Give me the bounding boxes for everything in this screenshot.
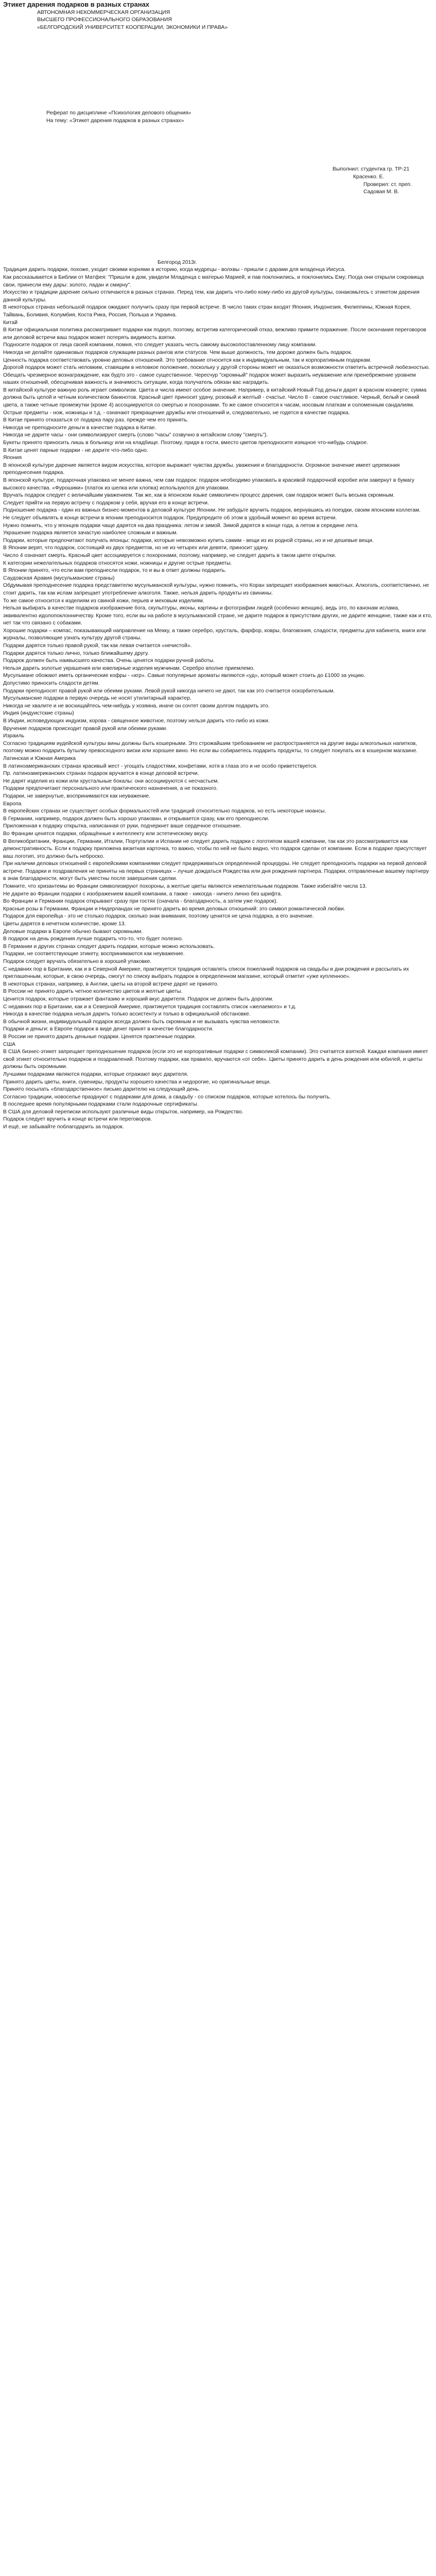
body-paragraph: Число 4 означает смерть. Красный цвет ассоциируется с похоронами, поэтому, например, не следует дарить в таком цвете открытки. (3, 552, 337, 558)
org-line: «БЕЛГОРОДСКИЙ УНИВЕРСИТЕТ КООПЕРАЦИИ, ЭКОНОМИКИ И ПРАВА» (37, 24, 228, 30)
body-paragraph: В китайской культуре важную роль играет символизм. Цвета и числа имеют особое значение. Например, в китайский Новый Год деньги дарят в красном конверте; сумма должна быть целой и четным количеством банкнотов. Красный цвет приносит удачу, розовый и желтый - счастье. Число 8 - самое счастливое. Черный, белый и синий цвета, а также четные промежутки (кроме 4) ассоциируются со смертью и похоронами. То же самое относится к часам, носовым платкам и соломенным сандалиям. Острые предметы - нож, ножницы и т.д. - означают прекращение дружбы или отношений и, следовательно, не годятся в качестве подарка. (3, 387, 427, 416)
body-paragraph: В США для деловой переписки используют различные виды открыток, например, на Рождество. (3, 1109, 243, 1115)
document-title: Этикет дарения подарков в разных странах (3, 1, 150, 8)
student-name: Красенко. Е. (353, 174, 385, 180)
body-paragraph: Подарки преподносят правой рукой или обеими руками. Левой рукой никогда ничего не дают, так как это считается оскорбительным. (3, 688, 335, 694)
checked-by: Проверил: ст. преп. Садовая М. В. (363, 181, 412, 195)
body-paragraph: Подарок должен быть наивысшего качества. Очень ценятся подарки ручной работы. (3, 658, 215, 664)
body-paragraph: В некоторых странах, например, в Англии, цветы на второй встрече дарят не принято. (3, 981, 219, 987)
body-paragraph: В обычной жизни, индивидуальный подарок всегда должен быть скромным и не вызывать чувства неловкости. (3, 1019, 281, 1025)
body-paragraph: В последнее время популярными подарками стали подарочные сертификаты. (3, 1101, 199, 1108)
body-paragraph: Традиция дарить подарки, похоже, уходит своими корнями в историю, когда мудрецы - волхвы - пришли с дарами для младенца Иисуса. (3, 267, 346, 273)
body-paragraph: И ещё, не забывайте поблагодарить за подарок. (3, 1124, 124, 1130)
body-paragraph: В латиноамериканских странах красивый жест - угощать сладостями, конфетами, хотя в глаза это и не особо приветствуется. (3, 763, 318, 769)
section-heading: Япония (3, 455, 22, 461)
body-paragraph: Подарки предпочитают персонального или практического назначения, а не показного. (3, 786, 218, 792)
document-page (0, 0, 436, 1137)
body-paragraph: Вручать подарок следует с величайшим уважением. Так же, как в японском языке символичен процесс дарения, сам подарок может быть весьма скромным. (3, 493, 395, 499)
body-paragraph: Подарки, не завернутые, воспринимаются как неуважение. (3, 793, 151, 799)
body-paragraph: Лучшими подарками являются подарки, которые отражают вкус дарителя. (3, 1071, 188, 1077)
body-paragraph: Подарки, не соответствующие этикету, воспринимаются как неуважение. (3, 951, 185, 957)
body-paragraph: В Японии верят, что подарок, состоящий из двух предметов, но не из четырех или девяти, приносит удачу. (3, 545, 269, 551)
body-paragraph: Никогда не хвалите и не восхищайтесь чем-нибудь у хозяина, иначе он сочтет своим долгом подарить это. (3, 703, 270, 709)
document-body (3, 266, 433, 1131)
body-paragraph: Подношение подарка - один из важных бизнес-моментов в деловой культуре Японии. Не забудьте вручить подарок, вернувшись из поездки, своим японским коллегам. (3, 507, 421, 514)
report-topic: На тему: «Этикет дарения подарков в разных странах» (46, 117, 184, 124)
body-paragraph: Пр. латиноамериканских странах подарок вручается в конце деловой встречи. (3, 771, 199, 777)
body-paragraph: Мусульмане обожают иметь органические кофры - «кгр». Самые популярные ароматы являются «уд», который может стоить до £1000 за унцию. (3, 673, 365, 679)
body-paragraph: Вручение подарков происходит правой рукой или обеими руками. (3, 725, 168, 732)
body-paragraph: Искусство и традиции дарение сильно отличаются в разных странах. Перед тем, как дарить что-либо кому-либо из другой культуры, ознакомьтесь с этикетом дарения данной культуры. (3, 290, 420, 303)
body-paragraph: Подарки дарятся только правой рукой, так как левая считается «нечистой». (3, 643, 192, 649)
body-paragraph: В японской культуре, подарочная упаковка не менее важна, чем сам подарок: подарок необходимо упаковать в красивой подарочной коробке или завернут в бумагу высокого качества. «Фурошики» (платок из шелка или хлопка) используются для упаковки. (3, 478, 415, 491)
body-paragraph: Ценность подарка соответствовать уровню деловых отношений. Это требование относится как к индивидуальным, так и корпоративным подаркам. (3, 357, 372, 363)
body-paragraph: Нельзя выбирать в качестве подарков изображение бога, скульптуры, иконы, картины и фотографии людей (особенно женщин), ведь это, по канонам ислама, эквивалентно идолопоклонничеству. Кроме того, если вы на работе в мусульманской стране, не дарите подарок в присутствии других, не дарите женщине, также как и кто, нет так что связано с собаками. (3, 605, 432, 626)
body-paragraph: Подарок следует вручать обязательно в хорошей упаковке. (3, 959, 152, 964)
body-paragraph: Согласно традиции, новоселье празднуют с подарками для дома, а свадьбу - со списком подарков, которые хотелось бы получить. (3, 1094, 331, 1100)
body-paragraph: Согласно традициям иудейской культуры вины должны быть кошерными. Это строжайшим требованием не распространяется на другие виды алкогольных напитков, поэтому можно подарить бутылку превосходного виски или хорошее вино. Но если вы собираетесь подарить продукты, то следует покупать их в кошерном магазине. (3, 740, 418, 754)
body-paragraph: Никогда не преподносите деньги в качестве подарка в Китае. (3, 425, 156, 431)
body-paragraph: Не дарят изделия из кожи или хрустальные бокалы: они ассоциируются с несчастьем. (3, 778, 219, 784)
body-paragraph: В европейских странах не существует особых формальностей или традиций относительно подарков, но есть некоторые нюансы. (3, 808, 326, 815)
body-paragraph: Подарки дарятся только лично, только ближайшему другу. (3, 650, 149, 656)
body-paragraph: В США бизнес-этикет запрещает преподношение подарков (если это не корпоративные подарки с символикой компании). Это считается взяткой. Каждая компания имеет свой этикет относительно подарков и поздравлений. Поэтому подарки, как правило, вручаются «от себя». Цветы принято дарить в день рождения или юбилей, и цветы должны быть скромными. (3, 1049, 428, 1070)
section-heading: США (3, 1041, 15, 1047)
body-paragraph: Принято дарить цветы, книги, сувениры, продукты хорошего качества и недорогие, но оригинальные вещи. (3, 1079, 271, 1085)
body-paragraph: В Китае ценят парные подарки - не дарите что-либо одно. (3, 447, 148, 453)
body-paragraph: В Китае принято отказаться от подарка пару раз, прежде чем его принять. (3, 417, 188, 423)
section-heading: Китай (3, 319, 18, 326)
body-paragraph: В некоторых странах небольшой подарок ожидают получить сразу при первой встрече. В число таких стран входят Япония, Индонезия, Филиппины, Южная Корея, Тайвань, Боливия, Колумбия, Коста Рика, Россия, Польша и Украина. (3, 304, 411, 318)
body-paragraph: Не дарите во Франции подарки с изображением вашей компании, а также - никогда - ничего лично без шрифта. (3, 891, 282, 897)
org-line: АВТОНОМНАЯ НЕКОММЕРЧЕСКАЯ ОРГАНИЗАЦИЯ (37, 10, 170, 15)
body-paragraph: В Великобритании, Франции, Германии, Италии, Португалии и Испании не следует дарить подарки с логотипом вашей компании, так как это рассматривается как демонстративность. Если к подарку приложена визитная карточка, то важно, чтобы по ней не было видно, что подарок сделан от компании. Если в подарке присутствует ваш логотип, это должно быть неброско. (3, 838, 427, 859)
body-paragraph: Цветы дарятся в нечетном количестве, кроме 13. (3, 921, 126, 927)
body-paragraph: Нельзя дарить золотые украшения или ювелирные изделия мужчинам. Серебро вполне приемлемо. (3, 665, 255, 671)
body-paragraph: Обдумывая преподнесение подарка представителю мусульманской культуры, нужно помнить, что Коран запрещает изображения животных. Алкоголь, соответственно, не стоит дарить, так как ислам запрещает употребление алкоголя. Также, нельзя дарить продукты из свинины. (3, 583, 429, 596)
organization-header (3, 9, 433, 31)
section-heading: Латинская и Южная Америка (3, 755, 76, 761)
body-paragraph: Принято посылать «благодарственное» письмо дарителю на следующий день. (3, 1087, 200, 1093)
body-paragraph: К категории нежелательных подарков относятся ножи, ножницы и другие острые предметы. (3, 560, 232, 566)
body-paragraph: Не следует объявлять в конце встречи в японии преподносится подарок. Предупредите об этом в удобный момент во время встречи. (3, 515, 337, 521)
report-discipline: Реферат по дисциплине «Психология делового общения» (46, 110, 191, 116)
body-paragraph: Букеты принято приносить лишь в больницу или на кладбище. Поэтому, придя в гости, вместо цветов преподносите изящное что-нибудь сладкое. (3, 440, 368, 446)
body-paragraph: При наличии деловых отношений с европейскими компаниями следует придерживаться определенной процедуры. Не следует преподносить подарки на первой деловой встрече. Подарки и поздравления не приняты на первых страницах – лучше дождаться Рождества или дня рождения партнера. Подарки, отправленные вашему партнеру в знак благодарности, могут быть уместны после завершения сделки. (3, 861, 429, 882)
body-paragraph: То же самое относится к изделиям из свиной кожи, перьев и меховым изделиям. (3, 598, 204, 604)
body-paragraph: Подарки и деньги: в Европе подарок в виде денег принят в качестве благодарности. (3, 1026, 214, 1032)
section-heading: Саудовская Аравия (мусульманские страны) (3, 575, 115, 581)
body-paragraph: Как рассказывается в Библии от Матфея: "Пришли в дом, увидели Младенца с матерью Марией, и пав поклонились, и поклонились Ему; Погда они открыли сокровища свои, принесли ему дары: золото, ладан и смирну". (3, 274, 424, 288)
body-paragraph: Подарок следует вручить в конце встречи или переговоров. (3, 1116, 152, 1123)
body-paragraph: В России не принято дарить деньные подарки. Ценятся практичные подарки. (3, 1033, 196, 1040)
body-paragraph: В России не принято дарить четное количество цветов и желтые цветы. (3, 989, 183, 995)
body-paragraph: Подносите подарок от лица своей компании, помня, что следует указать честь самому высокопоставленному лицу компании. (3, 342, 317, 348)
body-paragraph: Подарки, которые предпочитают получать японцы: подарки, которые невозможно купить самим - вещи из их родной страны, но и не дешевые вещи. (3, 537, 374, 544)
city-year: Белгород 2013г. (158, 259, 197, 265)
body-paragraph: В Индии, исповедующих индуизм, корова - священное животное, поэтому нельзя дарить что-либо из кожи. (3, 718, 270, 724)
body-paragraph: В подарок на день рождения лучше подарить что-то, что будет полезно. (3, 936, 183, 942)
body-paragraph: Украшение подарка является зачастую наиболее сложным и важным. (3, 530, 178, 536)
body-paragraph: Мусульманские подарки в первую очередь не носят утилитарный характер. (3, 696, 191, 702)
section-heading: Израиль (3, 733, 25, 739)
body-paragraph: В Германии, например, подарок должен быть хорошо упакован, и открывается сразу, как его преподнесли. (3, 816, 270, 822)
body-paragraph: Нужно помнить, что у японцев подарки чаще дарятся на два праздника: летом и зимой. Зимой дарятся в конце года, а летом в середине лета. (3, 522, 359, 529)
body-paragraph: В японской культуре дарение является видом искусства, которое выражает чувства дружбы, уважения и благодарности. Огромное значение имеет церемония преподнесения подарка. (3, 462, 400, 476)
body-paragraph: Приложенная к подарку открытка, написанная от руки, подчеркнет ваше сердечное отношение. (3, 823, 241, 829)
body-paragraph: С недавних пор в Британии, как и в Северной Америке, практикуется традиция составлять список «желаемого» и т.д. (3, 1004, 297, 1010)
org-line: ВЫСШЕГО ПРОФЕССИОНАЛЬНОГО ОБРАЗОВАНИЯ (37, 17, 172, 23)
body-paragraph: Никогда в качестве подарка нельзя дарить только ассистенту и только в официальной обстановке. (3, 1011, 251, 1018)
body-paragraph: Ценится подарок, которые отражает фантазию и хороший вкус дарителя. Подарок не должен быть дорогим. (3, 996, 274, 1002)
body-paragraph: Хорошие подарки – компас, показывающий направление на Мекку, а также серебро, хрусталь, фарфор, ковры, благовония, сладости, предметы для кабинета, книги или журналы, позволяющие узнать культуру другой страны. (3, 628, 426, 641)
signature-block (3, 166, 433, 196)
body-paragraph: С недавних пор в Британии, как и в Северной Америке, практикуется традиция оставлять список пожеланий подарков на свадьбы и дни рождения и рассылать их приглашенным, которые, в свою очередь, смогут по списку выбрать подарок в определенном магазине, который отметит «уже купленное». (3, 966, 409, 980)
body-paragraph: Никогда не делайте одинаковых подарков служащим разных рангов или статусов. Чем выше должность, тем дороже должен быть подарок. (3, 349, 353, 355)
body-paragraph: В Японии принято, что если вам преподнесли подарок, то и вы в ответ должны подарить. (3, 568, 226, 574)
section-heading: Индия (индуистские страны) (3, 710, 74, 717)
body-paragraph: Допустимо приносить сладости детям. (3, 681, 100, 687)
report-intro (3, 110, 433, 125)
body-paragraph: Деловые подарки в Европе обычно бывают скромными. (3, 928, 143, 935)
body-paragraph: Подарок для европейца - это не столько подарок, сколько знак внимания, поэтому ценится не цена подарка, а его значение. (3, 913, 314, 920)
body-paragraph: Никогда не дарите часы - они символизируют смерть (слово "часы" созвучно в китайском слову "смерть"). (3, 432, 268, 438)
body-paragraph: Помните, что хризантемы во Франции символизируют похороны, а желтые цветы являются нежелательным подарком. Также избегайте числа 13. (3, 884, 367, 890)
body-paragraph: В Германии и других странах следует дарить подарки, которые можно использовать. (3, 943, 215, 950)
body-paragraph: Во Франции ценятся подарки, обращённые к интеллекту или эстетическому вкусу. (3, 831, 208, 837)
performed-by: Выполнил: студентка гр. ТР-21 (333, 166, 410, 173)
body-paragraph: Дорогой подарок может стать неловким, ставящим в неловкое положение, поскольку у другой стороны может не оказаться возможности ответить встречной любезностью. Обещать чрезмерное вознаграждение, как будто это - самое существенное. Чересчур "скромный" подарок может выразить неуважение или пренебрежение уровнем наших отношений, обесценивая важность и значимость ситуации, когда получатель обязан вас наградить. (3, 365, 430, 386)
body-paragraph: Красные розы в Германии, Франции и Нидерландах не принято дарить во время деловых отношений: это символ романтической любви. (3, 906, 345, 912)
body-paragraph: В Китае официальная политика рассматривает подарки как подкуп, поэтому, встретив категорический отказ, вежливо примите поражение. После окончания переговоров или деловой встречи ваш подарок может потерять видимость взятки. (3, 327, 426, 341)
section-heading: Европа (3, 801, 22, 807)
body-paragraph: Следует прийти на первую встречу с подарком у себя, вручая его в конце встречи. (3, 500, 209, 506)
body-paragraph: Во Франции и Германии подарок открывают сразу при гостях (сначала - благодарность, а затем уже подарок). (3, 899, 278, 905)
